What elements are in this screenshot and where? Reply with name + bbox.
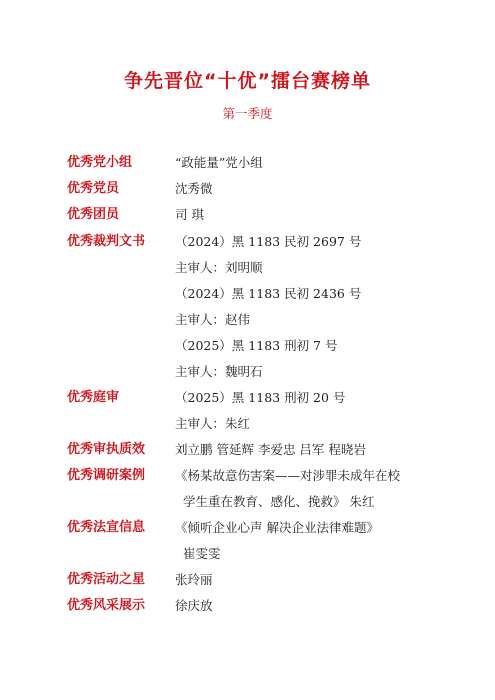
- award-recipient: “政能量”党小组: [175, 155, 263, 170]
- award-category-label: 优秀法宣信息: [67, 520, 146, 535]
- list-item-continuation: [0, 492, 495, 512]
- list-item: [0, 570, 495, 590]
- award-category-label: 优秀活动之星: [67, 572, 146, 587]
- list-item-continuation: [0, 414, 495, 434]
- list-item: [0, 466, 495, 486]
- list-item: [0, 179, 495, 199]
- list-item-continuation: [0, 284, 495, 304]
- page-title: 争先晋位“十优”擂台赛榜单: [124, 70, 371, 92]
- award-category-label: 优秀审执质效: [67, 442, 146, 457]
- article-title: 《倾听企业心声 解决企业法律难题》: [175, 520, 379, 535]
- award-recipient: 张玲丽: [175, 572, 213, 587]
- list-item: [0, 388, 495, 408]
- award-category-label: 优秀党员: [67, 181, 120, 196]
- award-category-label: 优秀团员: [67, 207, 120, 222]
- award-category-label: 优秀党小组: [67, 155, 133, 170]
- list-item: [0, 596, 495, 616]
- list-item-continuation: [0, 310, 495, 330]
- award-recipients: 刘立鹏 管延辉 李爱忠 吕军 程晓岩: [175, 442, 366, 457]
- page-subtitle: 第一季度: [222, 106, 273, 121]
- list-item-continuation: [0, 336, 495, 356]
- list-item: [0, 153, 495, 173]
- list-item: [0, 232, 495, 252]
- case-number: （2025）黑 1183 刑初 20 号: [175, 390, 346, 405]
- case-number: （2025）黑 1183 刑初 7 号: [175, 338, 338, 353]
- award-category-label: 优秀风采展示: [67, 598, 146, 613]
- case-study-title-cont: 学生重在教育、感化、挽救》 朱红: [183, 494, 375, 509]
- list-item: [0, 518, 495, 538]
- presiding-judge: 主审人：赵伟: [175, 312, 251, 327]
- case-number: （2024）黑 1183 民初 2697 号: [175, 234, 362, 249]
- presiding-judge: 主审人：魏明石: [175, 364, 263, 379]
- case-study-title: 《杨某故意伤害案——对涉罪未成年在校: [175, 468, 401, 483]
- award-recipient: 沈秀微: [175, 181, 213, 196]
- award-recipient: 崔雯雯: [183, 546, 221, 561]
- presiding-judge: 主审人：朱红: [175, 416, 251, 431]
- award-recipient: 徐庆放: [175, 598, 213, 613]
- award-recipient: 司 琪: [175, 207, 204, 222]
- case-number: （2024）黑 1183 民初 2436 号: [175, 286, 362, 301]
- list-item-continuation: [0, 258, 495, 278]
- award-category-label: 优秀裁判文书: [67, 234, 146, 249]
- award-category-label: 优秀庭审: [67, 390, 120, 405]
- list-item-continuation: [0, 362, 495, 382]
- list-item-continuation: [0, 544, 495, 564]
- list-item: [0, 440, 495, 460]
- list-item: [0, 205, 495, 225]
- award-category-label: 优秀调研案例: [67, 468, 146, 483]
- presiding-judge: 主审人：刘明顺: [175, 260, 263, 275]
